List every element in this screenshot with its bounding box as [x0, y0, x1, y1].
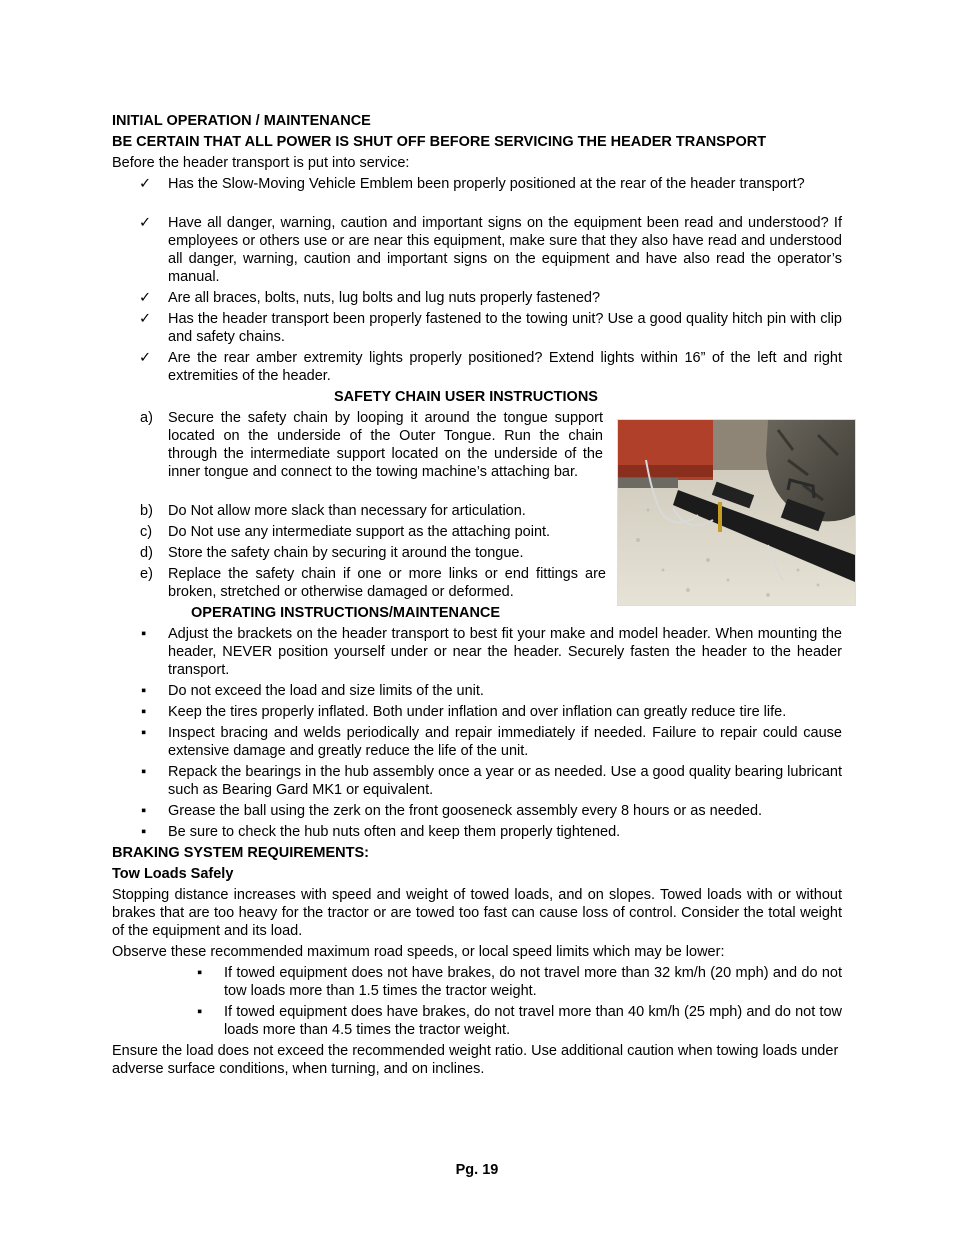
list-item: Do Not use any intermediate support as the attaching point. — [168, 524, 551, 540]
list-item: Keep the tires properly inflated. Both under inflation and over inflation can greatly reduce tire life. — [168, 704, 787, 720]
list-marker: c) — [140, 524, 153, 540]
checklist-item: Have all danger, warning, caution and important signs on the equipment been read and understood? If employees or others use or are near this equipment, make sure that they also have read and understood all danger, warning, caution and important signs on the equipment and have also read the operator’s manual. — [168, 215, 842, 285]
list-item: Replace the safety chain if one or more links or end fittings are broken, stretched or otherwise damaged or deformed. — [168, 566, 606, 600]
list-marker: e) — [140, 566, 153, 582]
list-marker: d) — [140, 545, 153, 561]
list-item: Do Not allow more slack than necessary for articulation. — [168, 503, 526, 519]
list-item: Do not exceed the load and size limits of the unit. — [168, 683, 484, 699]
heading-operating-instructions: OPERATING INSTRUCTIONS/MAINTENANCE — [191, 605, 501, 621]
checklist-item: Has the Slow-Moving Vehicle Emblem been properly positioned at the rear of the header transport? — [168, 176, 805, 192]
square-bullet-icon: ▪ — [141, 803, 147, 819]
square-bullet-icon: ▪ — [197, 965, 203, 981]
list-item: Inspect bracing and welds periodically and repair immediately if needed. Failure to repair could cause extensive damage and greatly reduce the life of the unit. — [168, 725, 842, 759]
speeds-intro: Observe these recommended maximum road speeds, or local speed limits which may be lower: — [112, 944, 725, 960]
list-marker: b) — [140, 503, 153, 519]
square-bullet-icon: ▪ — [141, 683, 147, 699]
list-item: Adjust the brackets on the header transport to best fit your make and model header. When mounting the header, NEVER position yourself under or near the header. Securely fasten the header to the header transport. — [168, 626, 842, 678]
check-icon: ✓ — [139, 176, 152, 192]
list-item: Secure the safety chain by looping it around the tongue support located on the underside of the Outer Tongue. Run the chain through the intermediate support located on the underside of the inner tongue and connect to the towing machine’s attaching bar. — [168, 410, 603, 480]
list-item: Store the safety chain by securing it around the tongue. — [168, 545, 524, 561]
square-bullet-icon: ▪ — [141, 824, 147, 840]
list-item: Be sure to check the hub nuts often and keep them properly tightened. — [168, 824, 621, 840]
check-icon: ✓ — [139, 311, 152, 327]
heading-safety-chain: SAFETY CHAIN USER INSTRUCTIONS — [334, 389, 598, 405]
check-icon: ✓ — [139, 290, 152, 306]
subheading-tow-loads: Tow Loads Safely — [112, 866, 234, 882]
list-marker: a) — [140, 410, 153, 426]
list-item: Repack the bearings in the hub assembly once a year or as needed. Use a good quality bearing lubricant such as Bearing Gard MK1 or equivalent. — [168, 764, 842, 798]
list-item: If towed equipment does have brakes, do not travel more than 40 km/h (25 mph) and do not tow loads more than 4.5 times the tractor weight. — [224, 1004, 842, 1038]
square-bullet-icon: ▪ — [141, 725, 147, 741]
list-item: Grease the ball using the zerk on the front gooseneck assembly every 8 hours or as needed. — [168, 803, 763, 819]
heading-initial-operation: INITIAL OPERATION / MAINTENANCE — [112, 113, 371, 129]
checklist-item: Has the header transport been properly fastened to the towing unit? Use a good quality hitch pin with clip and safety chains. — [168, 311, 842, 345]
check-icon: ✓ — [139, 350, 152, 366]
check-icon: ✓ — [139, 215, 152, 231]
intro-text: Before the header transport is put into service: — [112, 155, 410, 171]
tow-paragraph: Stopping distance increases with speed and weight of towed loads, and on slopes. Towed loads with or without brakes that are too heavy for the tractor or are towed too fast can cause loss of control. Consider the total weight of the equipment and its load. — [112, 887, 842, 939]
square-bullet-icon: ▪ — [141, 764, 147, 780]
list-item: If towed equipment does not have brakes, do not travel more than 32 km/h (20 mph) and do not tow loads more than 1.5 times the tractor weight. — [224, 965, 842, 999]
closing-paragraph: Ensure the load does not exceed the recommended weight ratio. Use additional caution when towing loads under adverse surface conditions, when turning, and on inclines. — [112, 1043, 839, 1077]
page-number: Pg. 19 — [455, 1162, 499, 1178]
heading-power-warning: BE CERTAIN THAT ALL POWER IS SHUT OFF BEFORE SERVICING THE HEADER TRANSPORT — [112, 134, 767, 150]
checklist-item: Are the rear amber extremity lights properly positioned? Extend lights within 16” of the left and right extremities of the header. — [168, 350, 842, 384]
square-bullet-icon: ▪ — [141, 626, 147, 642]
safety-chain-photo — [617, 419, 856, 606]
square-bullet-icon: ▪ — [197, 1004, 203, 1020]
heading-braking-system: BRAKING SYSTEM REQUIREMENTS: — [112, 845, 369, 861]
checklist-item: Are all braces, bolts, nuts, lug bolts and lug nuts properly fastened? — [168, 290, 601, 306]
square-bullet-icon: ▪ — [141, 704, 147, 720]
safety-chain-illustration — [618, 420, 855, 605]
